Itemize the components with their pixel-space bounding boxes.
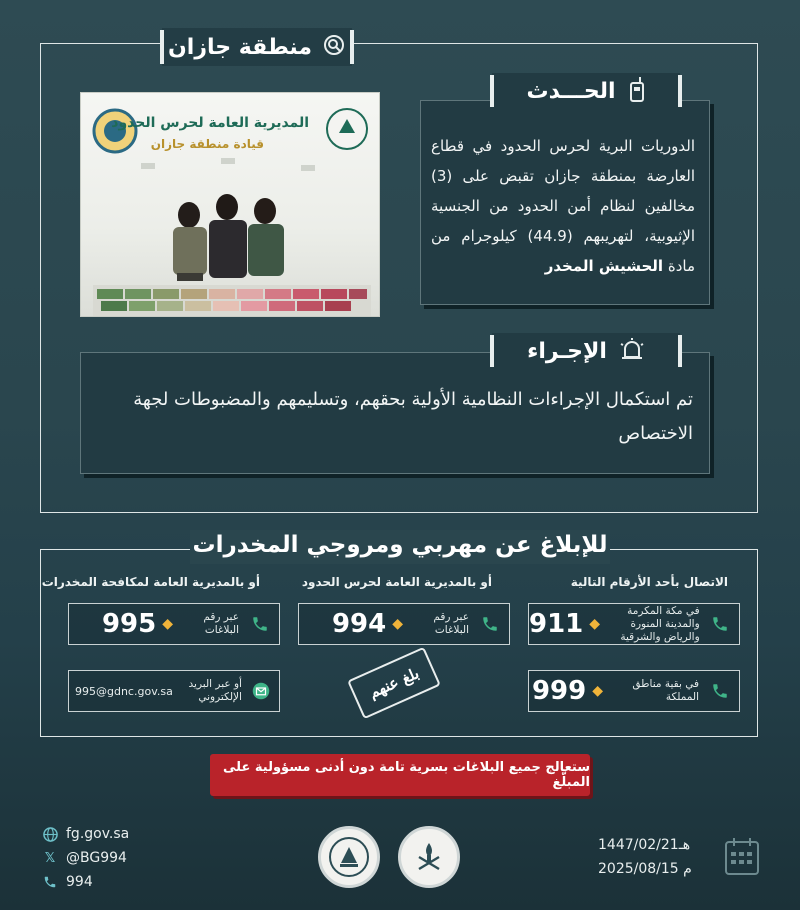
call-994-number: 994 xyxy=(331,609,387,639)
tab-bar xyxy=(160,30,164,64)
stamp-text: بلغ عنهم xyxy=(366,664,422,702)
email-desc: أو عبر البريد الإلكتروني xyxy=(188,678,242,703)
saudi-emblem xyxy=(398,826,460,888)
phone-icon xyxy=(42,874,58,890)
email-address[interactable]: 995@gdnc.gov.sa xyxy=(75,684,173,698)
phone-icon xyxy=(247,611,273,637)
seizure-photo xyxy=(80,92,380,317)
col1-header: الاتصال بأحد الأرقام التالية xyxy=(570,575,728,589)
date-gregorian: 2025/08/15 م xyxy=(598,861,692,877)
event-text xyxy=(421,101,709,291)
globe-icon xyxy=(42,826,58,842)
region-tab xyxy=(162,28,352,66)
event-box xyxy=(420,100,710,305)
procedure-title: الإجـراء xyxy=(527,338,607,364)
footer-twitter[interactable] xyxy=(42,850,127,866)
procedure-text: تم استكمال الإجراءات النظامية الأولية بحقهم، وتسليمهم والمضبوطات لجهة الاختصاص xyxy=(133,389,693,444)
arrow-icon: ◆ xyxy=(589,616,601,632)
tab-bar xyxy=(490,335,494,367)
phone-icon xyxy=(708,611,733,637)
call-911-desc: في مكة المكرمة والمدينة المنورة والرياض والشرقية xyxy=(620,604,700,643)
tab-bar xyxy=(678,335,682,367)
tab-bar xyxy=(490,75,494,107)
event-tab xyxy=(492,73,680,109)
report-title: للإبلاغ عن مهربي ومروجي المخدرات xyxy=(192,532,608,558)
call-911-number: 911 xyxy=(529,609,584,639)
tab-bar xyxy=(678,75,682,107)
region-title: منطقة جازان xyxy=(168,34,312,60)
call-999-number: 999 xyxy=(531,676,587,706)
phone-icon xyxy=(477,611,503,637)
call-995-desc: عبر رقم البلاغات xyxy=(203,611,239,636)
calendar-icon xyxy=(724,836,760,880)
x-logo-icon: 𝕏 xyxy=(44,850,56,866)
call-994-desc: عبر رقم البلاغات xyxy=(433,611,469,636)
confidentiality-banner xyxy=(210,754,590,796)
event-title: الحـــدث xyxy=(526,78,616,104)
call-999-desc: في بقية مناطق المملكة xyxy=(632,678,699,703)
footer-phone[interactable] xyxy=(42,874,93,890)
siren-icon xyxy=(619,337,645,365)
col3-header: أو بالمديرية العامة لمكافحة المخدرات xyxy=(41,575,260,589)
procedure-tab xyxy=(492,333,680,369)
procedure-box xyxy=(80,352,710,474)
arrow-icon: ◆ xyxy=(592,683,603,699)
event-text-bold: الحشيش المخدر xyxy=(544,257,664,275)
photo-header: المديرية العامة لحرس الحدود xyxy=(111,115,309,131)
date-hijri: 1447/02/21هـ xyxy=(598,837,691,853)
photo-subheader: قيادة منطقة جازان xyxy=(150,137,264,151)
map-pin-icon xyxy=(322,33,346,61)
footer-website[interactable] xyxy=(42,826,129,842)
call-911-card[interactable] xyxy=(528,603,740,645)
border-guard-emblem xyxy=(318,826,380,888)
call-995-number: 995 xyxy=(101,609,157,639)
walkie-talkie-icon xyxy=(628,76,646,106)
twitter-text: @BG994 xyxy=(66,850,127,866)
col2-header: أو بالمديرية العامة لحرس الحدود xyxy=(301,575,492,589)
email-icon xyxy=(250,678,273,704)
phone-icon xyxy=(707,678,733,704)
email-card[interactable] xyxy=(68,670,280,712)
confidentiality-text: ستعالج جميع البلاغات بسرية تامة دون أدنى مسؤولية على المبلّغ xyxy=(223,760,590,790)
call-995-card[interactable] xyxy=(68,603,280,645)
arrow-icon: ◆ xyxy=(392,616,403,632)
website-text: fg.gov.sa xyxy=(66,826,130,842)
call-999-card[interactable] xyxy=(528,670,740,712)
event-text-plain: الدوريات البرية لحرس الحدود في قطاع العارضة بمنطقة جازان تقبض على (3) مخالفين لنظام أمن الحدود من الجنسية الإثيوبية، لتهريبهم (44.9) كيلوجرام من مادة xyxy=(431,137,696,275)
tab-bar xyxy=(350,30,354,64)
call-994-card[interactable] xyxy=(298,603,510,645)
arrow-icon: ◆ xyxy=(162,616,173,632)
phone-text: 994 xyxy=(66,874,93,890)
